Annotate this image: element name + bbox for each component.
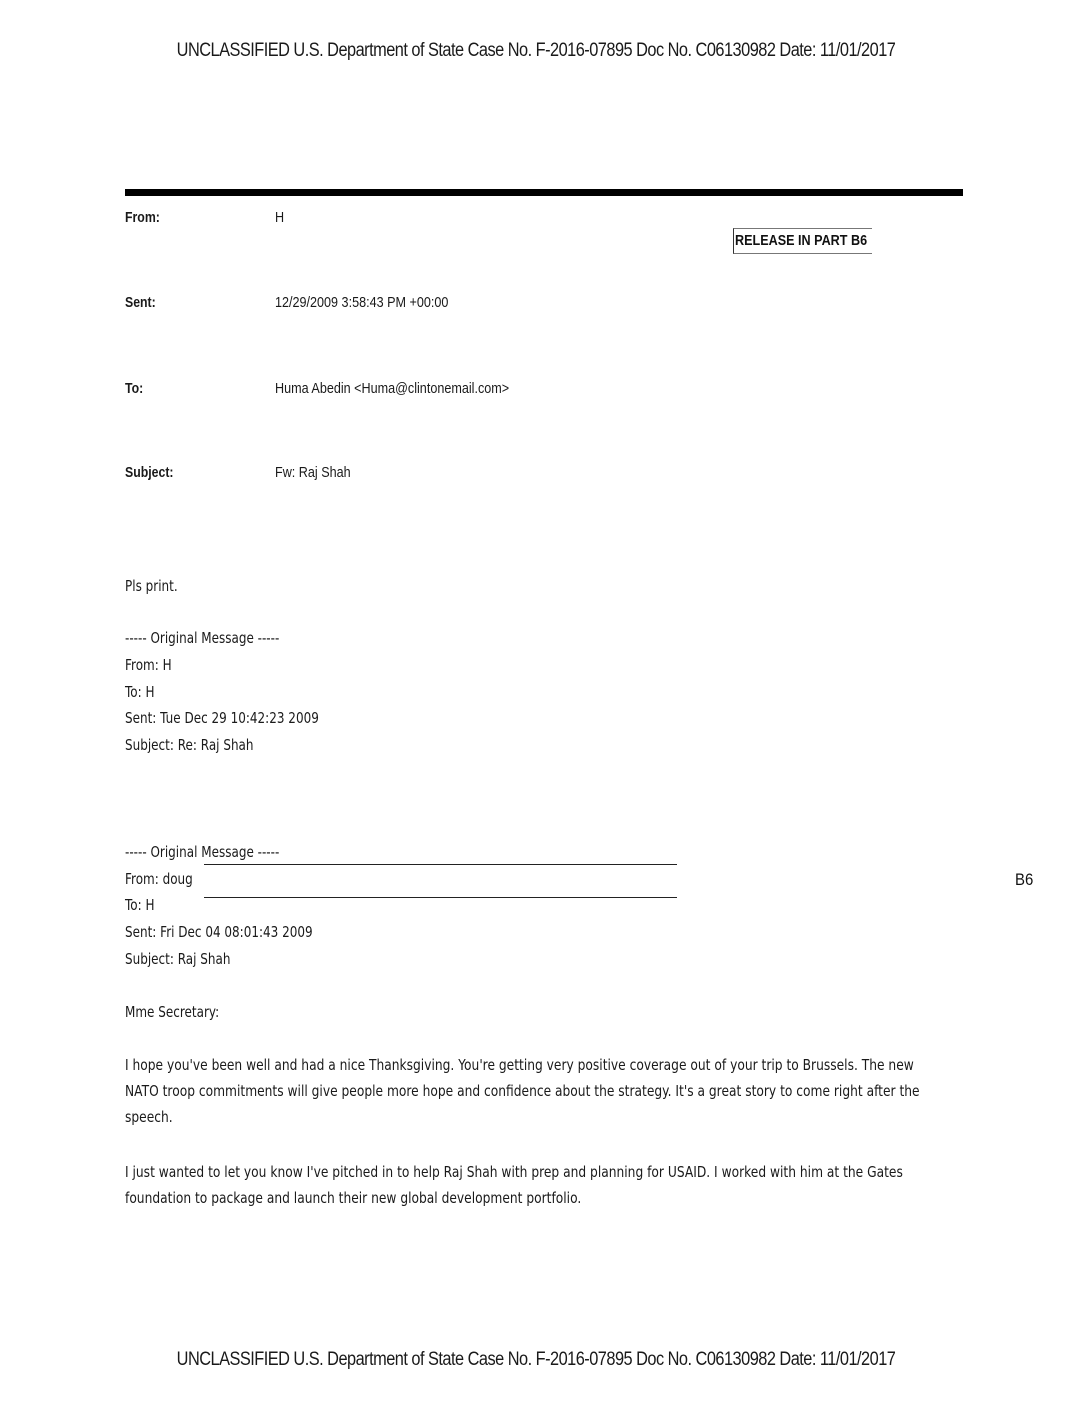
classification-footer-stamp: UNCLASSIFIED U.S. Department of State Case No. F-2016-07895 Doc No. C06130982 Date: 11/01/2017 — [176, 1349, 896, 1370]
release-marking-text: RELEASE IN PART B6 — [735, 232, 868, 249]
original-message-divider: ----- Original Message ----- — [125, 629, 280, 647]
original-message-to: To: H — [125, 896, 155, 914]
sent-label: Sent: — [125, 294, 156, 311]
original-message-subject: Subject: Raj Shah — [125, 950, 231, 968]
salutation: Mme Secretary: — [125, 1003, 220, 1021]
body-paragraph: I just wanted to let you know I've pitched in to help Raj Shah with prep and planning for USAID. I worked with him at the Gates foundation to package and launch their new global development portfolio. — [125, 1163, 903, 1207]
subject-value: Fw: Raj Shah — [275, 464, 351, 481]
body-paragraph: I hope you've been well and had a nice Thanksgiving. You're getting very positive coverage out of your trip to Brussels. The new NATO troop commitments will give people more hope and confidence about the strategy. It's a great story to come right after the speech. — [125, 1056, 920, 1126]
original-message-to: To: H — [125, 683, 155, 701]
subject-label: Subject: — [125, 464, 174, 481]
original-message-from: From: H — [125, 656, 172, 674]
original-message-sent: Sent: Tue Dec 29 10:42:23 2009 — [125, 709, 319, 727]
classification-header-stamp: UNCLASSIFIED U.S. Department of State Case No. F-2016-07895 Doc No. C06130982 Date: 11/01/2017 — [176, 40, 896, 61]
to-label: To: — [125, 380, 144, 397]
sent-value: 12/29/2009 3:58:43 PM +00:00 — [275, 294, 449, 311]
from-label: From: — [125, 209, 160, 226]
header-rule — [125, 189, 963, 196]
original-message-sent: Sent: Fri Dec 04 08:01:43 2009 — [125, 923, 313, 941]
from-value: H — [275, 209, 285, 226]
redaction-code-marking: B6 — [1015, 870, 1034, 889]
to-value: Huma Abedin <Huma@clintonemail.com> — [275, 380, 510, 397]
redaction-box — [204, 864, 677, 898]
original-message-subject: Subject: Re: Raj Shah — [125, 736, 254, 754]
original-message-divider: ----- Original Message ----- — [125, 843, 280, 861]
original-message-from: From: doug — [125, 870, 193, 888]
print-note: Pls print. — [125, 577, 178, 595]
release-marking — [733, 228, 872, 254]
